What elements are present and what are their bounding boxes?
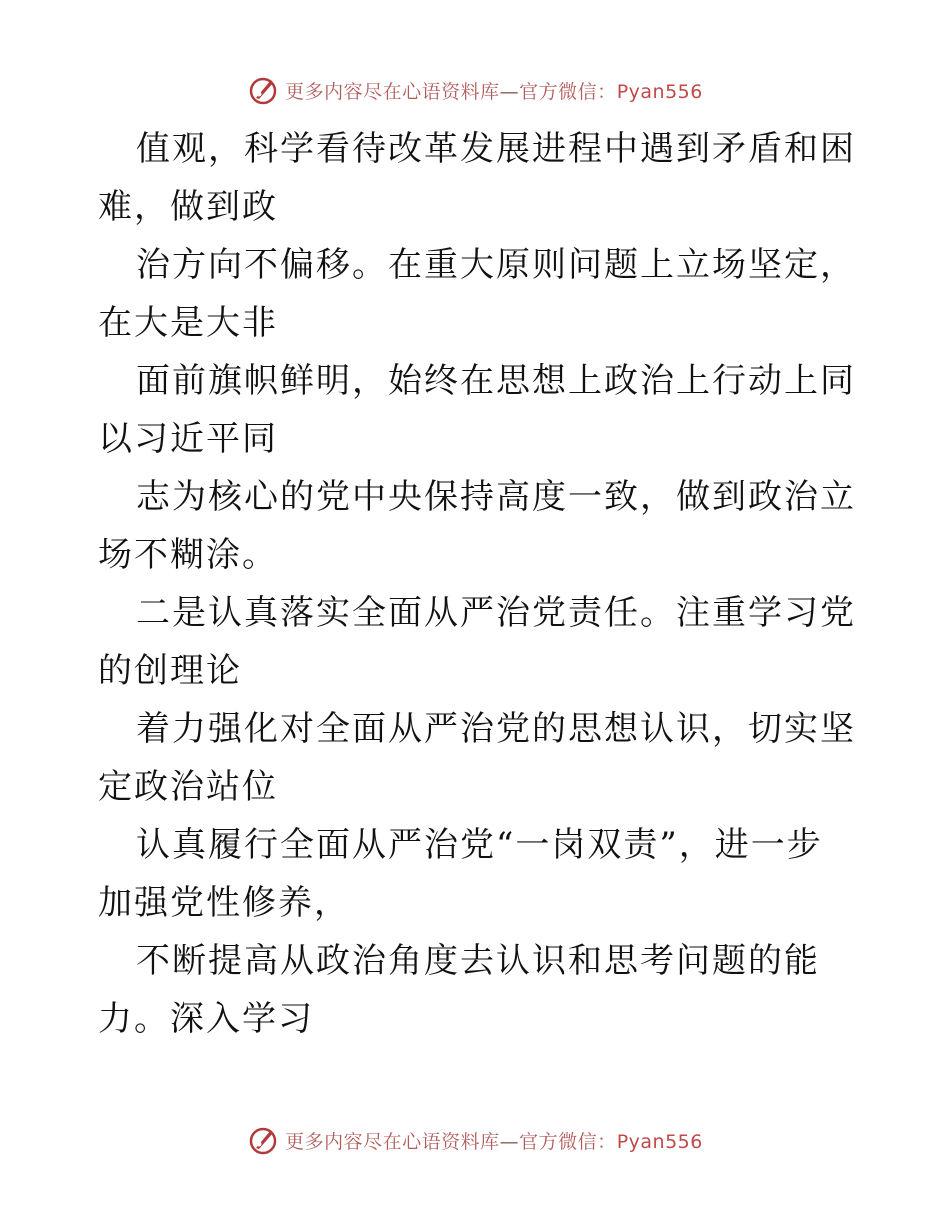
banner-separator: — [499, 1130, 520, 1153]
quill-logo-icon [247, 74, 279, 106]
paragraph: 值观，科学看待改革发展进程中遇到矛盾和困难，做到政 [98, 129, 856, 227]
paragraph: 志为核心的党中央保持高度一致，做到政治立场不糊涂。 [98, 477, 856, 575]
paragraph: 二是认真落实全面从严治党责任。注重学习党的创理论 [98, 593, 856, 691]
banner-wechat-label: 官方微信： [519, 1130, 617, 1153]
document-body [98, 120, 858, 1048]
banner-wechat-label: 官方微信： [519, 80, 617, 103]
banner-site-text: 更多内容尽在心语资料库 [285, 80, 500, 103]
quill-logo-icon [247, 1124, 279, 1156]
paragraph: 不断提高从政治角度去认识和思考问题的能力。深入学习 [98, 941, 820, 1039]
banner-separator: — [499, 80, 520, 103]
paragraph: 治方向不偏移。在重大原则问题上立场坚定，在大是大非 [98, 245, 856, 343]
banner-site-text: 更多内容尽在心语资料库 [285, 1130, 500, 1153]
header-banner-text [285, 77, 703, 104]
footer-watermark-banner [0, 1120, 950, 1160]
banner-wechat-id: Pyan556 [616, 80, 703, 103]
paragraph: 面前旗帜鲜明，始终在思想上政治上行动上同以习近平同 [98, 361, 856, 459]
paragraph: 着力强化对全面从严治党的思想认识，切实坚定政治站位 [98, 709, 856, 807]
header-watermark-banner [0, 70, 950, 110]
banner-wechat-id: Pyan556 [616, 1130, 703, 1153]
footer-banner-text [285, 1127, 703, 1154]
paragraph: 认真履行全面从严治党“一岗双责”，进一步加强党性修养， [98, 825, 823, 923]
